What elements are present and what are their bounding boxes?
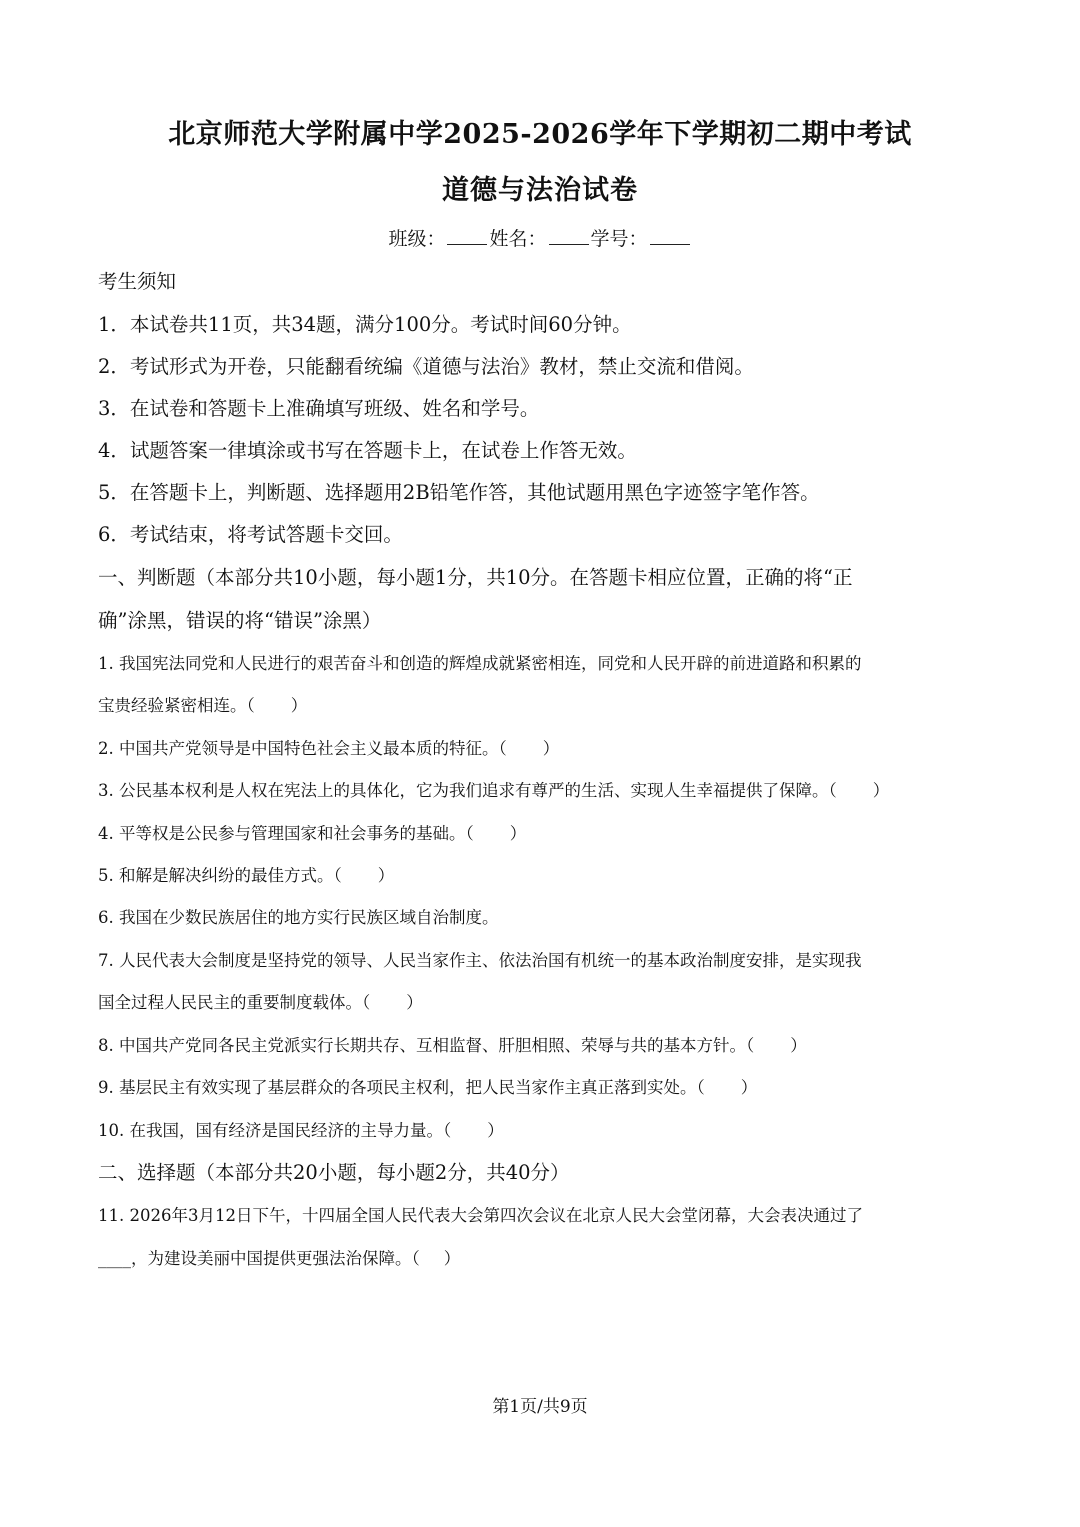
name-label: 姓名： [489, 228, 547, 250]
question-1-line1: 1. 我国宪法同党和人民进行的艰苦奋斗和创造的辉煌成就紧密相连，同党和人民开辟的前进道路和积累的 [98, 654, 862, 673]
class-blank [447, 228, 487, 245]
question-1-line2: 宝贵经验紧密相连。（ ） [98, 696, 308, 715]
id-blank [650, 228, 690, 245]
question-8: 8. 中国共产党同各民主党派实行长期共存、互相监督、肝胆相照、荣辱与共的基本方针。（ ） [98, 1036, 807, 1055]
section2-heading: 二、选择题（本部分共20小题，每小题2分，共40分） [98, 1161, 570, 1184]
question-4: 4. 平等权是公民参与管理国家和社会事务的基础。（ ） [98, 824, 527, 843]
id-label: 学号： [590, 228, 648, 250]
question-6: 6. 我国在少数民族居住的地方实行民族区域自治制度。 [98, 908, 499, 927]
page-footer: 第1页/共9页 [492, 1397, 588, 1417]
question-7-line1: 7. 人民代表大会制度是坚持党的领导、人民当家作主、依法治国有机统一的基本政治制度安排，是实现我 [98, 951, 862, 970]
question-2: 2. 中国共产党领导是中国特色社会主义最本质的特征。（ ） [98, 739, 560, 758]
exam-title: 北京师范大学附属中学2025-2026学年下学期初二期中考试 [168, 119, 912, 150]
notice-item-1: 1．本试卷共11页，共34题，满分100分。考试时间60分钟。 [98, 313, 632, 336]
section1-heading-line1: 一、判断题（本部分共10小题，每小题1分，共10分。在答题卡相应位置，正确的将“正 [98, 566, 853, 589]
question-7-line2: 国全过程人民民主的重要制度载体。（ ） [98, 993, 423, 1012]
question-9: 9. 基层民主有效实现了基层群众的各项民主权利，把人民当家作主真正落到实处。（ ） [98, 1078, 758, 1097]
notice-heading: 考生须知 [98, 270, 177, 293]
notice-item-2: 2．考试形式为开卷，只能翻看统编《道德与法治》教材，禁止交流和借阅。 [98, 355, 754, 378]
notice-item-6: 6．考试结束，将考试答题卡交回。 [98, 523, 403, 546]
question-10: 10. 在我国，国有经济是国民经济的主导力量。（ ） [98, 1121, 504, 1140]
question-11-line1: 11. 2026年3月12日下午，十四届全国人民代表大会第四次会议在北京人民大会堂闭幕，大会表决通过了 [98, 1206, 863, 1225]
section1-heading-line2: 确”涂黑，错误的将“错误”涂黑） [98, 609, 382, 632]
question-5: 5. 和解是解决纠纷的最佳方式。（ ） [98, 866, 395, 885]
notice-item-3: 3．在试卷和答题卡上准确填写班级、姓名和学号。 [98, 397, 540, 420]
class-label: 班级： [388, 228, 446, 250]
exam-subtitle: 道德与法治试卷 [442, 175, 638, 206]
name-blank [549, 228, 589, 245]
notice-item-4: 4．试题答案一律填涂或书写在答题卡上，在试卷上作答无效。 [98, 439, 637, 462]
notice-item-5: 5．在答题卡上，判断题、选择题用2B铅笔作答，其他试题用黑色字迹签字笔作答。 [98, 481, 820, 504]
question-3: 3. 公民基本权利是人权在宪法上的具体化，它为我们追求有尊严的生活、实现人生幸福提供了保障。（ ） [98, 781, 890, 800]
question-11-line2: ____，为建设美丽中国提供更强法治保障。（ ） [98, 1249, 461, 1268]
student-info-row [0, 224, 1080, 251]
